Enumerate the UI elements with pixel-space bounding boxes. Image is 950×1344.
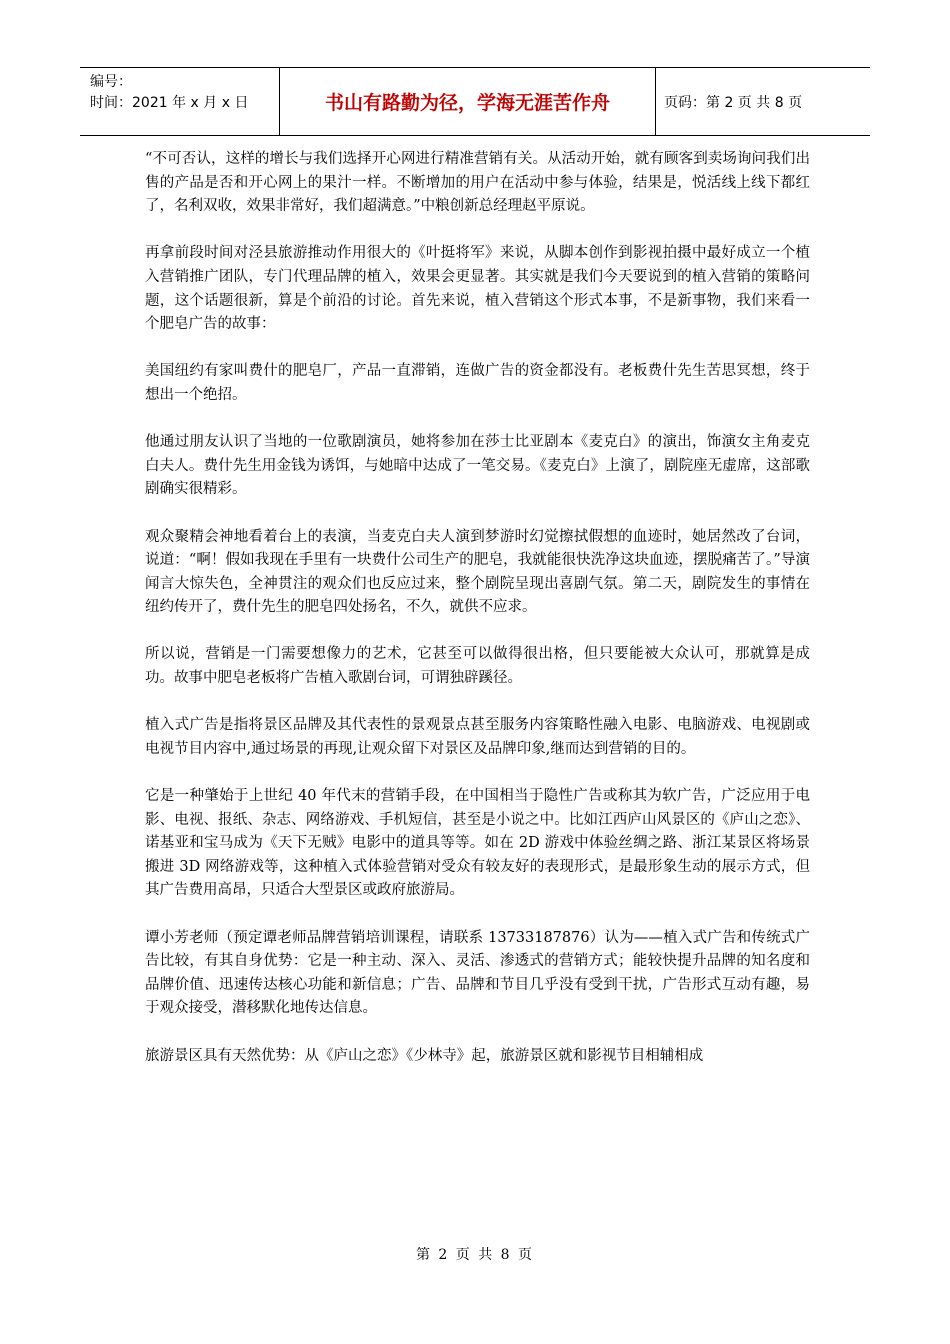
paragraph: 再拿前段时间对泾县旅游推动作用很大的《叶挺将军》来说，从脚本创作到影视拍摄中最好成立一个植入营销推广团队，专门代理品牌的植入，效果会更显著。其实就是我们今天要说到的植入营销的策略问题，这个话题很新，算是个前沿的讨论。首先来说，植入营销这个形式本事，不是新事物，我们来看一个肥皂广告的故事： [145,245,810,333]
motto-cell [280,68,656,135]
header-info-cell [80,68,280,135]
paragraph: 所以说，营销是一门需要想像力的艺术，它甚至可以做得很出格，但只要能被大众认可，那就算是成功。故事中肥皂老板将广告植入歌剧台词，可谓独辟蹊径。 [145,646,810,687]
document-body [145,148,810,1092]
motto-text: 书山有路勤为径，学海无涯苦作舟 [324,92,610,114]
page-code-cell [656,68,870,135]
page-footer: 第 2 页 共 8 页 [415,1247,535,1263]
paragraph: 谭小芳老师（预定谭老师品牌营销培训课程，请联系 13733187876）认为——植入式广告和传统式广告比较，有其自身优势：它是一种主动、深入、灵活、渗透式的营销方式；能较快提升品牌的知名度和品牌价值、迅速传达核心功能和新信息；广告、品牌和节目几乎没有受到干扰，广告形式互动有趣，易于观众接受，潜移默化地传达信息。 [145,929,810,1017]
time-label: 时间：2021 年 x 月 x 日 [90,95,249,111]
paragraph: 他通过朋友认识了当地的一位歌剧演员，她将参加在莎士比亚剧本《麦克白》的演出，饰演女主角麦克白夫人。费什先生用金钱为诱饵，与她暗中达成了一笔交易。《麦克白》上演了，剧院座无虚席，这部歌剧确实很精彩。 [145,434,810,498]
paragraph: 它是一种肇始于上世纪 40 年代末的营销手段，在中国相当于隐性广告或称其为软广告，广泛应用于电影、电视、报纸、杂志、网络游戏、手机短信，甚至是小说之中。比如江西庐山风景区的《庐山之恋》、诺基亚和宝马成为《天下无贼》电影中的道具等等。如在 2D 游戏中体验丝绸之路、浙江某景区将场景搬进 3D 网络游戏等，这种植入式体验营销对受众有较友好的表现形式，是最形象生动的展示方式，但其广告费用高昂，只适合大型景区或政府旅游局。 [145,788,810,899]
page-code-text: 页码：第 2 页 共 8 页 [664,94,803,111]
number-label: 编号： [90,74,132,90]
paragraph: 观众聚精会神地看着台上的表演，当麦克白夫人演到梦游时幻觉擦拭假想的血迹时，她居然改了台词，说道：“啊！假如我现在手里有一块费什公司生产的肥皂，我就能很快洗净这块血迹，摆脱痛苦了。”导演闻言大惊失色，全神贯注的观众们也反应过来，整个剧院呈现出喜剧气氛。第二天，剧院发生的事情在纽约传开了，费什先生的肥皂四处扬名，不久，就供不应求。 [145,528,810,616]
paragraph: 旅游景区具有天然优势：从《庐山之恋》《少林寺》起，旅游景区就和影视节目相辅相成 [145,1047,704,1064]
paragraph: 美国纽约有家叫费什的肥皂厂，产品一直滞销，连做广告的资金都没有。老板费什先生苦思冥想，终于想出一个绝招。 [145,363,810,403]
document-header [80,67,870,136]
paragraph: 植入式广告是指将景区品牌及其代表性的景观景点甚至服务内容策略性融入电影、电脑游戏、电视剧或电视节目内容中,通过场景的再现,让观众留下对景区及品牌印象,继而达到营销的目的。 [145,717,810,757]
paragraph: “不可否认，这样的增长与我们选择开心网进行精准营销有关。从活动开始，就有顾客到卖场询问我们出售的产品是否和开心网上的果汁一样。不断增加的用户在活动中参与体验，结果是，悦活线上线下都红了，名利双收，效果非常好，我们超满意。”中粮创新总经理赵平原说。 [145,151,810,215]
